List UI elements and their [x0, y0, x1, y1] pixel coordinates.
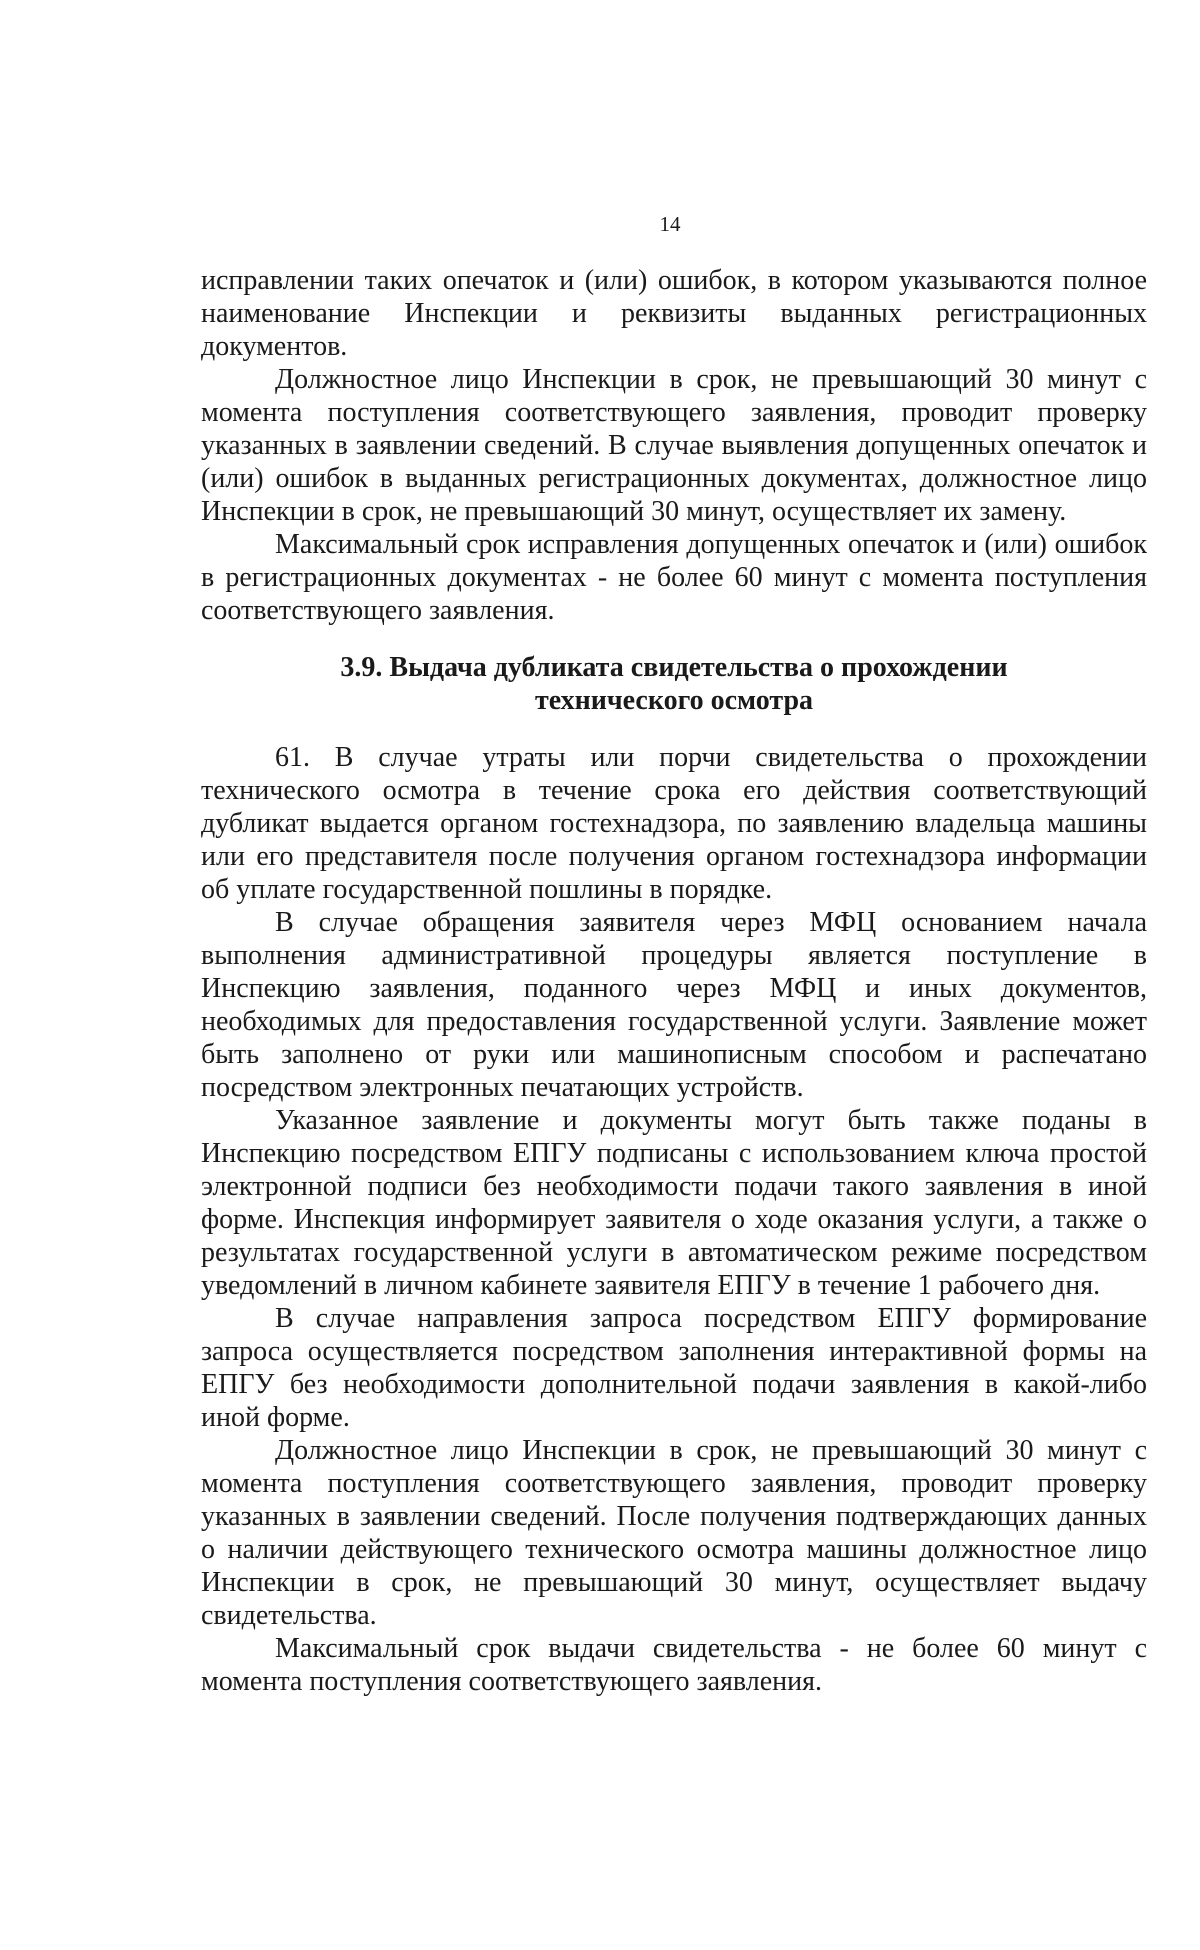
section-heading-line: технического осмотра: [534, 685, 814, 716]
paragraph: Максимальный срок исправления допущенных опечаток и (или) ошибок в регистрационных документах - не более 60 минут с момента поступления соответствующего заявления.: [201, 529, 1147, 626]
paragraph: Максимальный срок выдачи свидетельства - не более 60 минут с момента поступления соответствующего заявления.: [201, 1633, 1147, 1697]
paragraph: Указанное заявление и документы могут быть также поданы в Инспекцию посредством ЕПГУ подписаны с использованием ключа простой электронной подписи без необходимости подачи такого заявления в иной форме. Инспекция информирует заявителя о ходе оказания услуги, а также о результатах государственной услуги в автоматическом режиме посредством уведомлений в личном кабинете заявителя ЕПГУ в течение 1 рабочего дня.: [201, 1105, 1147, 1301]
section-text-block: [201, 741, 1147, 1698]
paragraph: 61. В случае утраты или порчи свидетельства о прохождении технического осмотра в течение срока его действия соответствующий дубликат выдается органом гостехнадзора, по заявлению владельца машины или его представителя после получения органом гостехнадзора информации об уплате государственной пошлины в порядке.: [201, 742, 1147, 905]
paragraph: В случае направления запроса посредством ЕПГУ формирование запроса осуществляется посредством заполнения интерактивной формы на ЕПГУ без необходимости дополнительной подачи заявления в какой-либо иной форме.: [201, 1303, 1147, 1433]
section-heading: [201, 651, 1147, 717]
paragraph-continuation: исправлении таких опечаток и (или) ошибок, в котором указываются полное наименование Инспекции и реквизиты выданных регистрационных документов.: [201, 265, 1147, 362]
page-number: 14: [659, 212, 681, 236]
paragraph: Должностное лицо Инспекции в срок, не превышающий 30 минут с момента поступления соответствующего заявления, проводит проверку указанных в заявлении сведений. В случае выявления допущенных опечаток и (или) ошибок в выданных регистрационных документах, должностное лицо Инспекции в срок, не превышающий 30 минут, осуществляет их замену.: [201, 364, 1147, 527]
section-heading-line: 3.9. Выдача дубликата свидетельства о прохождении: [340, 652, 1008, 683]
paragraph: В случае обращения заявителя через МФЦ основанием начала выполнения административной процедуры является поступление в Инспекцию заявления, поданного через МФЦ и иных документов, необходимых для предоставления государственной услуги. Заявление может быть заполнено от руки или машинописным способом и распечатано посредством электронных печатающих устройств.: [201, 907, 1147, 1103]
intro-text-block: [201, 264, 1147, 627]
paragraph: Должностное лицо Инспекции в срок, не превышающий 30 минут с момента поступления соответствующего заявления, проводит проверку указанных в заявлении сведений. После получения подтверждающих данных о наличии действующего технического осмотра машины должностное лицо Инспекции в срок, не превышающий 30 минут, осуществляет выдачу свидетельства.: [201, 1435, 1147, 1631]
